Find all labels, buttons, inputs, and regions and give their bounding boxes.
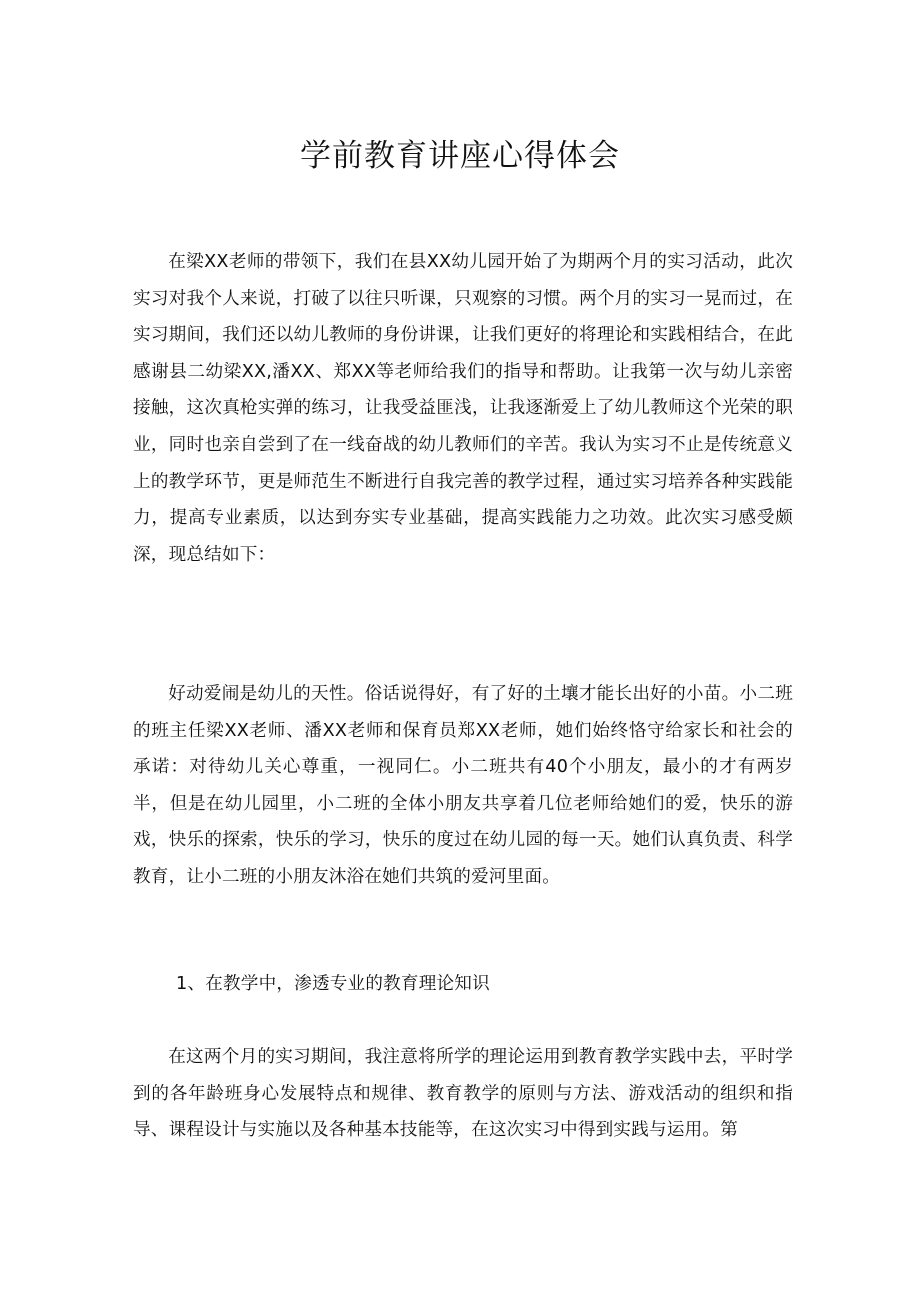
document-title: 学前教育讲座心得体会 bbox=[300, 138, 620, 174]
paragraph-teaching-practice: 在这两个月的实习期间，我注意将所学的理论运用到教育教学实践中去，平时学到的各年龄班身心发展特点和规律、教育教学的原则与方法、游戏活动的组织和指导、课程设计与实施以及各种基本技能等，在这次实习中得到实践与运用。第 bbox=[133, 1047, 793, 1141]
section-heading: 1、在教学中，渗透专业的教育理论知识 bbox=[176, 974, 490, 994]
paragraph-intro: 在梁XX老师的带领下，我们在县XX幼儿园开始了为期两个月的实习活动，此次实习对我个人来说，打破了以往只听课，只观察的习惯。两个月的实习一晃而过，在实习期间，我们还以幼儿教师的身份讲课，让我们更好的将理论和实践相结合，在此感谢县二幼梁XX,潘XX、郑XX等老师给我们的指导和帮助。让我第一次与幼儿亲密接触，这次真枪实弹的练习，让我受益匪浅，让我逐渐爱上了幼儿教师这个光荣的职业，同时也亲自尝到了在一线奋战的幼儿教师们的辛苦。我认为实习不止是传统意义上的教学环节，更是师范生不断进行自我完善的教学过程，通过实习培养各种实践能力，提高专业素质，以达到夯实专业基础，提高实践能力之功效。此次实习感受颇深，现总结如下： bbox=[133, 252, 793, 565]
paragraph-class-description: 好动爱闹是幼儿的天性。俗话说得好，有了好的土壤才能长出好的小苗。小二班的班主任梁XX老师、潘XX老师和保育员郑XX老师，她们始终恪守给家长和社会的承诺：对待幼儿关心尊重，一视同仁。小二班共有40个小朋友，最小的才有两岁半，但是在幼儿园里，小二班的全体小朋友共享着几位老师给她们的爱，快乐的游戏，快乐的探索，快乐的学习，快乐的度过在幼儿园的每一天。她们认真负责、科学教育，让小二班的小朋友沐浴在她们共筑的爱河里面。 bbox=[133, 684, 793, 887]
